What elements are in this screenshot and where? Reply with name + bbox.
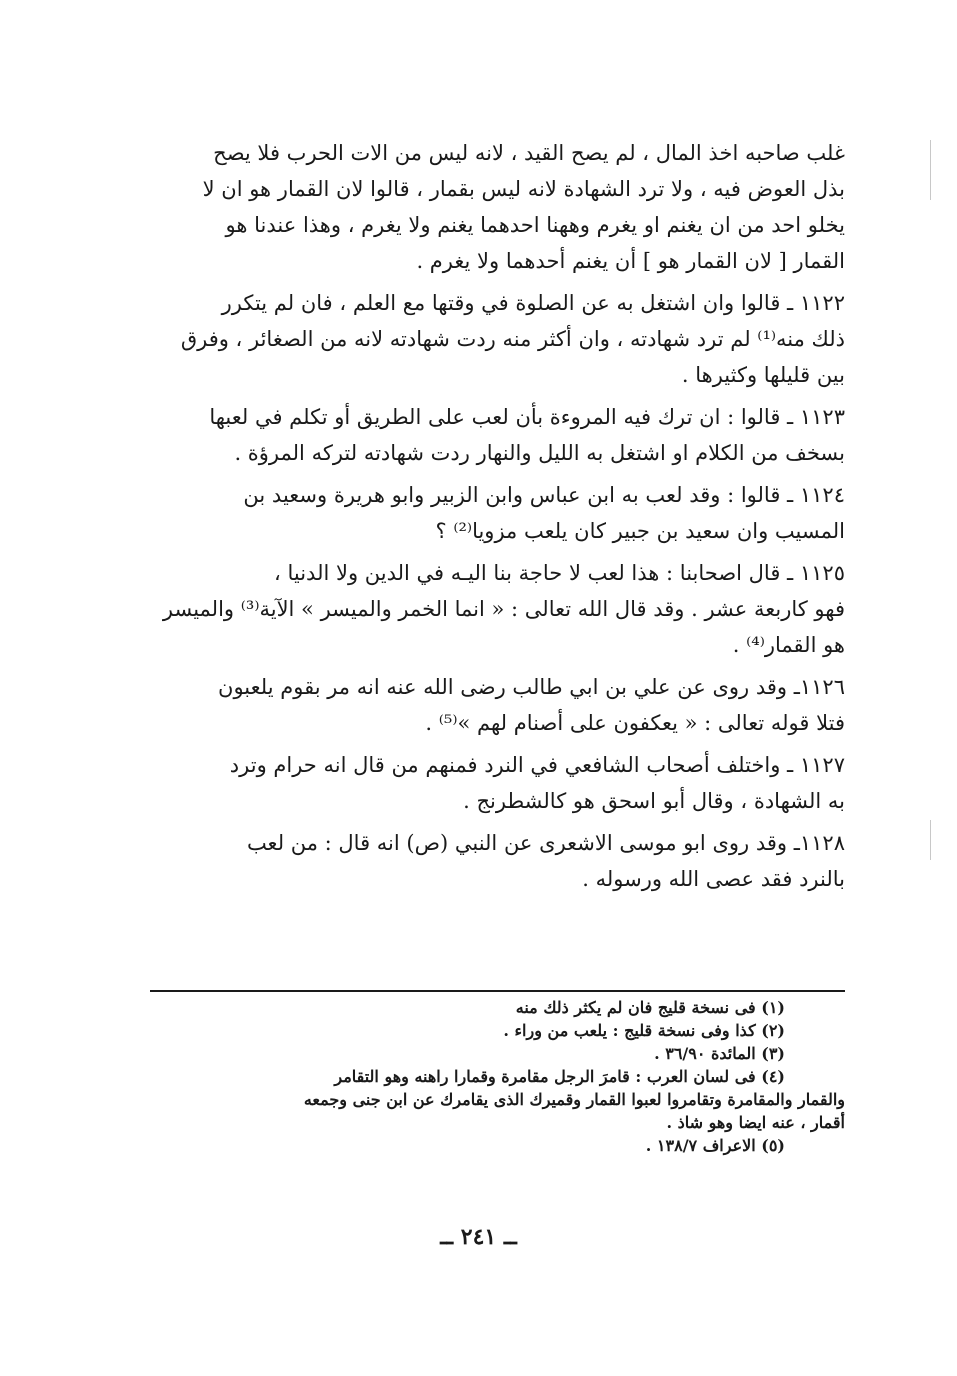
main-text	[145, 135, 845, 897]
paragraph-1122	[145, 285, 845, 393]
footnote-4: (٤) فى لسان العرب : قامرَ الرجل مقامرة وقمارا راهنه وهو التقامر	[334, 1067, 785, 1086]
text-line: ١١٢٨ـ وقد روى ابو موسى الاشعرى عن النبي (ص) انه قال : من لعب	[246, 831, 845, 855]
page-number: ــ ٢٤١ ــ	[440, 1224, 517, 1250]
paragraph-1124	[145, 477, 845, 549]
text-line: فهو كاربعة عشر . وقد قال الله تعالى : « انما الخمر والميسر » الآية⁽³⁾ والميسر	[162, 597, 845, 621]
text-line: ١١٢٥ ـ قال اصحابنا : هذا لعب لا حاجة بنا اليـه في الدين ولا الدنيا ،	[274, 561, 845, 585]
text-line: غلب صاحبه اخذ المال ، لم يصح القيد ، لانه ليس من الات الحرب فلا يصح	[213, 141, 845, 165]
footnote-4-continued: والقمار والمقامرة وتقامروا لعبوا القمار وقميرك الذى يقامرك عن ابن جنى وجمعه	[303, 1090, 845, 1109]
text-line: ١١٢٧ ـ واختلف أصحاب الشافعي في النرد فمنهم من قال انه حرام وترد	[229, 753, 845, 777]
text-line: بذل العوض فيه ، ولا ترد الشهادة لانه ليس بقمار ، قالوا لان القمار هو ان لا	[202, 177, 845, 201]
text-line: ١١٢٦ـ وقد روى عن علي بن ابي طالب رضى الله عنه انه مر بقوم يلعبون	[218, 675, 845, 699]
text-line: ١١٢٤ ـ قالوا : وقد لعب به ابن عباس وابن الزبير وابو هريرة وسعيد بن	[243, 483, 845, 507]
text-line: يخلو احد من ان يغنم او يغرم وههنا احدهما يغنم ولا يغرم ، وهذا عندنا هو	[225, 213, 845, 237]
paragraph-1	[145, 135, 845, 279]
text-line: به الشهادة ، وقال أبو اسحق هو كالشطرنج .	[463, 789, 845, 813]
footnote-divider	[150, 990, 845, 992]
text-line: ذلك منه⁽¹⁾ لم ترد شهادته ، وان أكثر منه ردت شهادته لانه من الصغائر ، وفرق	[180, 327, 845, 351]
paragraph-1127	[145, 747, 845, 819]
paragraph-1125	[145, 555, 845, 663]
text-line: ١١٢٣ ـ قالوا : ان ترك فيه المروءة بأن لعب على الطريق أو تكلم في لعبها	[209, 405, 845, 429]
text-line: فتلا قوله تعالى : « يعكفون على أصنام لهم »⁽⁵⁾ .	[425, 711, 845, 735]
footnote-4-continued: أقمار ، عنه ايضا وهو شاذ .	[666, 1113, 845, 1132]
text-line: بالنرد فقد عصى الله ورسوله .	[582, 867, 845, 891]
footnote-5: (٥) الاعراف ١٣٨/٧ .	[645, 1136, 785, 1155]
text-line: المسيب وان سعيد بن جبير كان يلعب مزويا⁽²⁾ ؟	[435, 519, 845, 543]
footnote-1: (١) فى نسخة قليج فان لم يكثر ذلك منه	[515, 998, 785, 1017]
paragraph-1126	[145, 669, 845, 741]
text-line: بين قليلها وكثيرها .	[681, 363, 845, 387]
footnote-2: (٢) كذا وفى نسخة قليج : يلعب من وراء .	[503, 1021, 785, 1040]
footnotes	[145, 996, 845, 1157]
footnote-3: (٣) المائدة ٣٦/٩٠ .	[654, 1044, 785, 1063]
paragraph-1123	[145, 399, 845, 471]
paragraph-1128	[145, 825, 845, 897]
text-line: القمار [ لان القمار هو ] أن يغنم أحدهما ولا يغرم .	[416, 249, 845, 273]
text-line: ١١٢٢ ـ قالوا وان اشتغل به عن الصلوة في وقتها مع العلم ، فان لم يتكرر	[221, 291, 845, 315]
text-line: بسخف من الكلام او اشتغل به الليل والنهار ردت شهادته لتركه المرؤة .	[234, 441, 845, 465]
text-line: هو القمار⁽⁴⁾ .	[732, 633, 845, 657]
